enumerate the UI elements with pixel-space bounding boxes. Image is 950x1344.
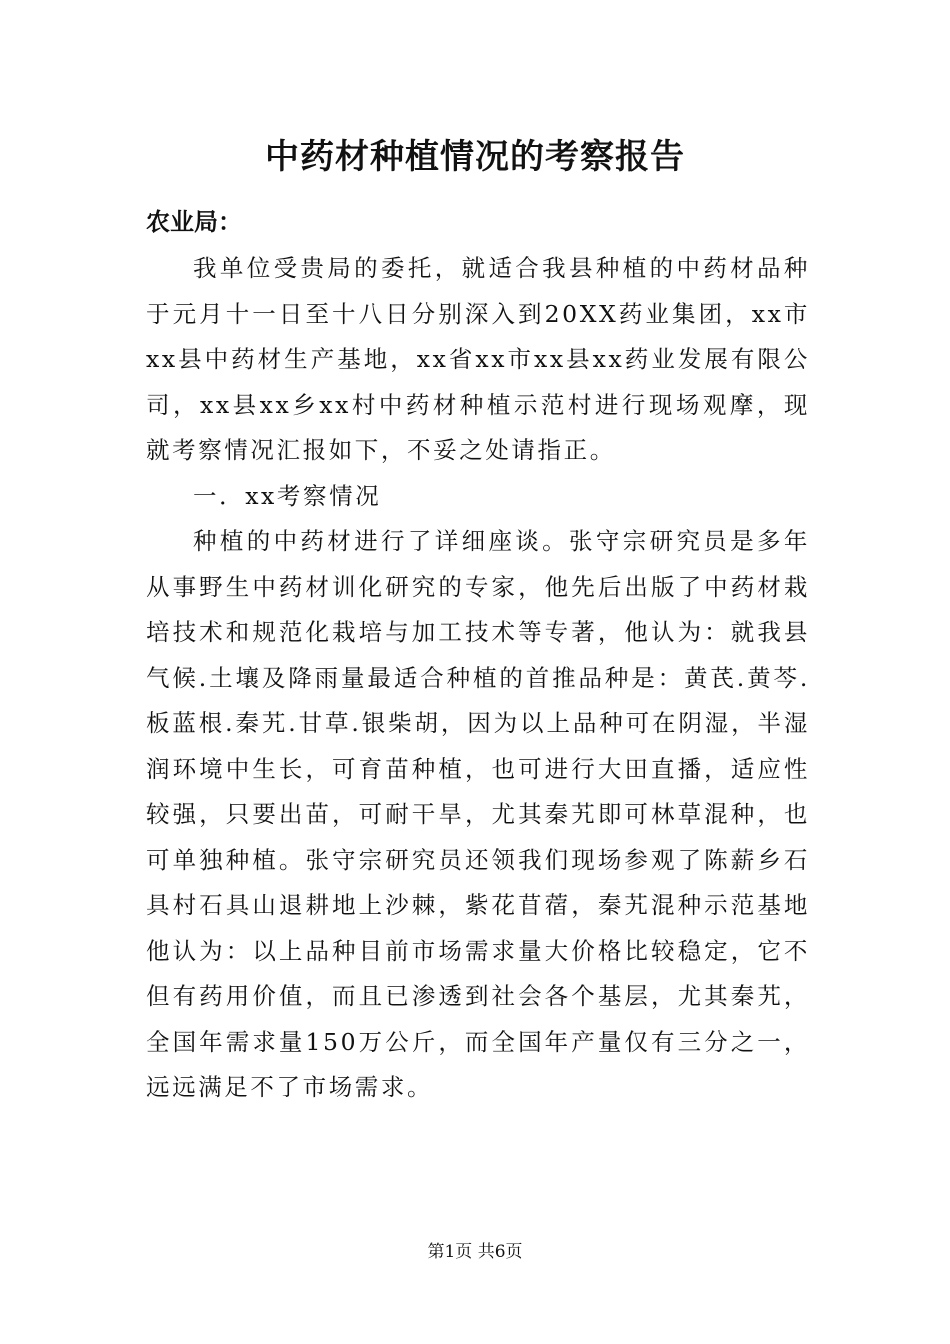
document-body: [146, 246, 810, 1111]
section-heading: 一．xx考察情况: [193, 481, 382, 510]
paragraph-intro: 我单位受贵局的委托，就适合我县种植的中药材品种于元月十一日至十八日分别深入到20XX药业集团，xx市xx县中药材生产基地，xx省xx市xx县xx药业发展有限公司，xx县xx乡xx村中药材种植示范村进行现场观摩，现就考察情况汇报如下，不妥之处请指正。: [146, 254, 810, 464]
page-number-footer: 第1页 共6页: [427, 1242, 523, 1262]
paragraph-findings: 种植的中药材进行了详细座谈。张守宗研究员是多年从事野生中药材训化研究的专家，他先后出版了中药材栽培技术和规范化栽培与加工技术等专著，他认为：就我县气候.土壤及降雨量最适合种植的首推品种是：黄芪.黄芩.板蓝根.秦艽.甘草.银柴胡，因为以上品种可在阴湿，半湿润环境中生长，可育苗种植，也可进行大田直播，适应性较强，只要出苗，可耐干旱，尤其秦艽即可林草混种，也可单独种植。张守宗研究员还领我们现场参观了陈薪乡石具村石具山退耕地上沙棘，紫花苜蓿，秦艽混种示范基地他认为：以上品种目前市场需求量大价格比较稳定，它不但有药用价值，而且已渗透到社会各个基层，尤其秦艽，全国年需求量150万公斤，而全国年产量仅有三分之一，远远满足不了市场需求。: [146, 527, 810, 1101]
salutation: 农业局：: [146, 207, 242, 236]
document-title: 中药材种植情况的考察报告: [265, 137, 685, 177]
